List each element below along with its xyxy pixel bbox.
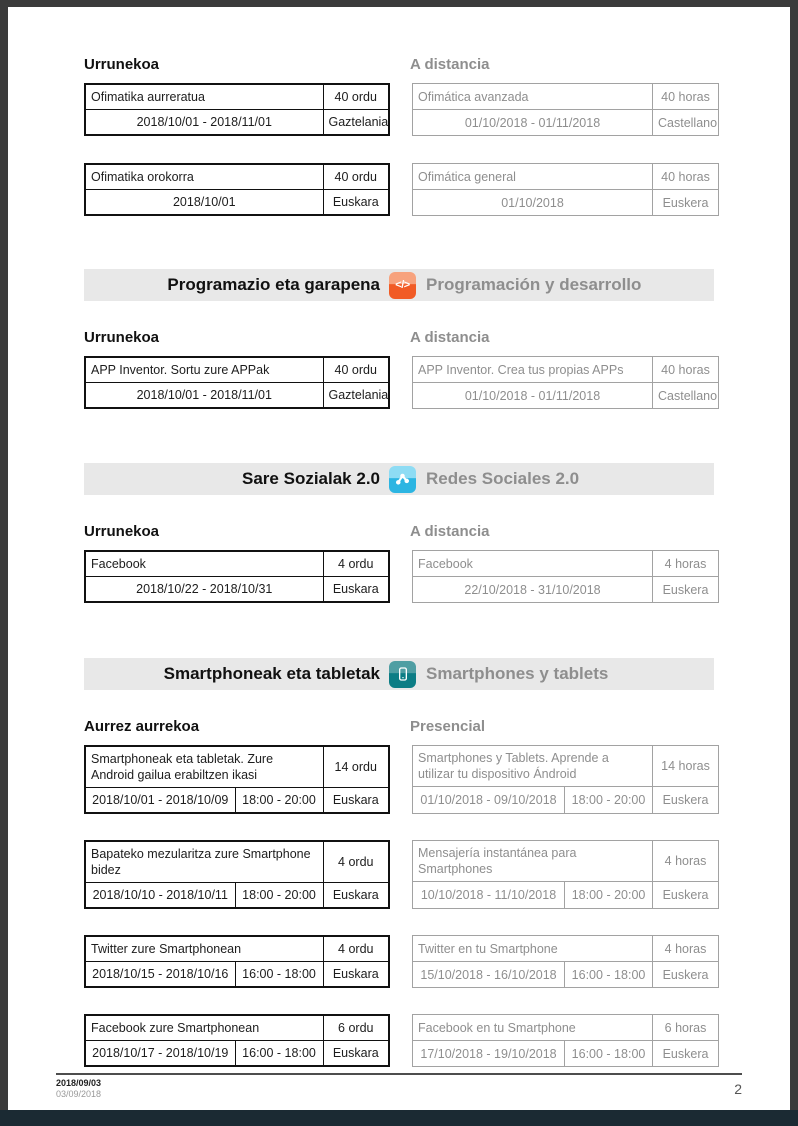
course-time: 16:00 - 18:00 bbox=[565, 1041, 653, 1067]
course-hours: 40 ordu bbox=[323, 84, 389, 110]
modality-heading-basque: Aurrez aurrekoa bbox=[84, 718, 200, 735]
section-office bbox=[84, 54, 718, 216]
course-time: 18:00 - 20:00 bbox=[565, 882, 653, 909]
course-language: Euskara bbox=[323, 962, 389, 988]
course-row bbox=[84, 935, 714, 988]
section-title-spanish: Redes Sociales 2.0 bbox=[426, 469, 580, 488]
course-language: Euskera bbox=[653, 882, 719, 909]
course-name: Ofimática general bbox=[413, 164, 653, 190]
course-dates: 01/10/2018 bbox=[413, 190, 653, 216]
course-table-spanish bbox=[412, 1014, 719, 1067]
modality-headings bbox=[84, 327, 714, 349]
course-name: Twitter en tu Smartphone bbox=[413, 936, 653, 962]
course-table-spanish bbox=[412, 745, 719, 814]
course-name: Ofimática avanzada bbox=[413, 84, 653, 110]
section-social-networks bbox=[84, 463, 714, 603]
course-table-basque bbox=[84, 935, 390, 988]
course-table-spanish bbox=[412, 935, 719, 988]
smartphone-icon bbox=[389, 661, 416, 688]
course-language: Gaztelania bbox=[323, 383, 389, 409]
modality-heading-basque: Urrunekoa bbox=[84, 329, 160, 346]
course-hours: 4 horas bbox=[653, 936, 719, 962]
course-dates: 2018/10/01 - 2018/11/01 bbox=[85, 383, 323, 409]
course-row bbox=[84, 356, 718, 409]
share-icon bbox=[389, 466, 416, 493]
course-table-basque bbox=[84, 356, 390, 409]
course-hours: 4 ordu bbox=[323, 841, 389, 883]
section-banner bbox=[84, 269, 714, 301]
footer-dates bbox=[56, 1078, 101, 1100]
course-name: Ofimatika aurreratua bbox=[85, 84, 323, 110]
course-table-spanish bbox=[412, 550, 719, 603]
course-language: Euskera bbox=[653, 787, 719, 814]
course-hours: 4 ordu bbox=[323, 936, 389, 962]
course-table-spanish bbox=[412, 356, 719, 409]
course-row bbox=[84, 550, 714, 603]
course-hours: 6 ordu bbox=[323, 1015, 389, 1041]
course-language: Euskera bbox=[653, 577, 719, 603]
course-hours: 4 horas bbox=[653, 551, 719, 577]
section-title-spanish: Smartphones y tablets bbox=[426, 664, 609, 683]
course-dates: 01/10/2018 - 01/11/2018 bbox=[413, 110, 653, 136]
course-name: Smartphoneak eta tabletak. Zure Android gailua erabiltzen ikasi bbox=[85, 746, 323, 788]
course-dates: 17/10/2018 - 19/10/2018 bbox=[413, 1041, 565, 1067]
footer-date-secondary: 03/09/2018 bbox=[56, 1089, 102, 1099]
course-time: 16:00 - 18:00 bbox=[565, 962, 653, 988]
course-dates: 2018/10/01 - 2018/11/01 bbox=[85, 110, 323, 136]
course-name: Facebook bbox=[413, 551, 653, 577]
course-table-spanish bbox=[412, 840, 719, 909]
modality-heading-basque: Urrunekoa bbox=[84, 523, 160, 540]
course-table-basque bbox=[84, 840, 390, 909]
course-language: Castellano bbox=[653, 110, 719, 136]
page-sheet bbox=[8, 7, 790, 1110]
course-language: Euskara bbox=[323, 1041, 389, 1067]
course-table-basque bbox=[84, 550, 390, 603]
course-dates: 15/10/2018 - 16/10/2018 bbox=[413, 962, 565, 988]
course-table-spanish bbox=[412, 83, 719, 136]
course-name: Facebook en tu Smartphone bbox=[413, 1015, 653, 1041]
section-banner bbox=[84, 463, 714, 495]
course-time: 18:00 - 20:00 bbox=[235, 883, 323, 909]
course-time: 18:00 - 20:00 bbox=[235, 788, 323, 814]
course-dates: 01/10/2018 - 09/10/2018 bbox=[413, 787, 565, 814]
course-name: Ofimatika orokorra bbox=[85, 164, 323, 190]
section-programming bbox=[84, 269, 718, 409]
footer-date-primary: 2018/09/03 bbox=[56, 1078, 102, 1088]
modality-heading-spanish: A distancia bbox=[410, 329, 490, 346]
modality-heading-spanish: A distancia bbox=[410, 56, 490, 73]
modality-headings bbox=[84, 521, 714, 543]
course-name: Twitter zure Smartphonean bbox=[85, 936, 323, 962]
course-dates: 22/10/2018 - 31/10/2018 bbox=[413, 577, 653, 603]
course-name: Smartphones y Tablets. Aprende a utilizar tu dispositivo Ándroid bbox=[413, 746, 653, 787]
course-hours: 40 horas bbox=[653, 164, 719, 190]
course-language: Euskera bbox=[653, 190, 719, 216]
section-banner bbox=[84, 658, 714, 690]
course-language: Euskara bbox=[323, 577, 389, 603]
course-language: Euskara bbox=[323, 190, 389, 216]
course-row bbox=[84, 745, 714, 814]
course-language: Gaztelania bbox=[323, 110, 389, 136]
page-bottom-bar bbox=[0, 1110, 798, 1126]
course-hours: 40 ordu bbox=[323, 357, 389, 383]
page-content bbox=[8, 7, 790, 1067]
course-name: Facebook bbox=[85, 551, 323, 577]
course-language: Euskera bbox=[653, 962, 719, 988]
course-language: Euskera bbox=[653, 1041, 719, 1067]
course-row bbox=[84, 1014, 714, 1067]
course-hours: 40 ordu bbox=[323, 164, 389, 190]
course-name: Bapateko mezularitza zure Smartphone bidez bbox=[85, 841, 323, 883]
modality-heading-spanish: Presencial bbox=[410, 718, 486, 735]
page-footer bbox=[56, 1073, 742, 1100]
section-title-basque: Sare Sozialak 2.0 bbox=[242, 469, 380, 488]
course-hours: 14 ordu bbox=[323, 746, 389, 788]
course-dates: 2018/10/17 - 2018/10/19 bbox=[85, 1041, 235, 1067]
course-table-spanish bbox=[412, 163, 719, 216]
course-time: 18:00 - 20:00 bbox=[565, 787, 653, 814]
course-name: Mensajería instantánea para Smartphones bbox=[413, 841, 653, 882]
code-icon: </> bbox=[389, 272, 416, 299]
course-hours: 6 horas bbox=[653, 1015, 719, 1041]
modality-heading-basque: Urrunekoa bbox=[84, 56, 160, 73]
course-hours: 14 horas bbox=[653, 746, 719, 787]
course-row bbox=[84, 840, 714, 909]
course-name: APP Inventor. Sortu zure APPak bbox=[85, 357, 323, 383]
course-table-basque bbox=[84, 745, 390, 814]
course-dates: 2018/10/01 - 2018/10/09 bbox=[85, 788, 235, 814]
course-dates: 01/10/2018 - 01/11/2018 bbox=[413, 383, 653, 409]
modality-headings bbox=[84, 716, 714, 738]
course-hours: 4 ordu bbox=[323, 551, 389, 577]
course-dates: 2018/10/10 - 2018/10/11 bbox=[85, 883, 235, 909]
course-row bbox=[84, 83, 718, 136]
course-dates: 2018/10/22 - 2018/10/31 bbox=[85, 577, 323, 603]
section-title-spanish: Programación y desarrollo bbox=[426, 275, 642, 294]
course-hours: 40 horas bbox=[653, 357, 719, 383]
section-smartphones bbox=[84, 658, 714, 1067]
course-table-basque bbox=[84, 1014, 390, 1067]
course-name: Facebook zure Smartphonean bbox=[85, 1015, 323, 1041]
modality-heading-spanish: A distancia bbox=[410, 523, 490, 540]
course-time: 16:00 - 18:00 bbox=[235, 1041, 323, 1067]
course-dates: 2018/10/01 bbox=[85, 190, 323, 216]
course-table-basque bbox=[84, 83, 390, 136]
section-title-basque: Smartphoneak eta tabletak bbox=[163, 664, 380, 683]
page-number: 2 bbox=[734, 1081, 742, 1097]
section-title-basque: Programazio eta garapena bbox=[167, 275, 380, 294]
course-row bbox=[84, 163, 714, 216]
course-hours: 4 horas bbox=[653, 841, 719, 882]
course-time: 16:00 - 18:00 bbox=[235, 962, 323, 988]
course-language: Euskara bbox=[323, 788, 389, 814]
course-language: Euskara bbox=[323, 883, 389, 909]
modality-headings bbox=[84, 54, 714, 76]
course-hours: 40 horas bbox=[653, 84, 719, 110]
course-dates: 10/10/2018 - 11/10/2018 bbox=[413, 882, 565, 909]
course-dates: 2018/10/15 - 2018/10/16 bbox=[85, 962, 235, 988]
course-name: APP Inventor. Crea tus propias APPs bbox=[413, 357, 653, 383]
course-table-basque bbox=[84, 163, 390, 216]
course-language: Castellano bbox=[653, 383, 719, 409]
